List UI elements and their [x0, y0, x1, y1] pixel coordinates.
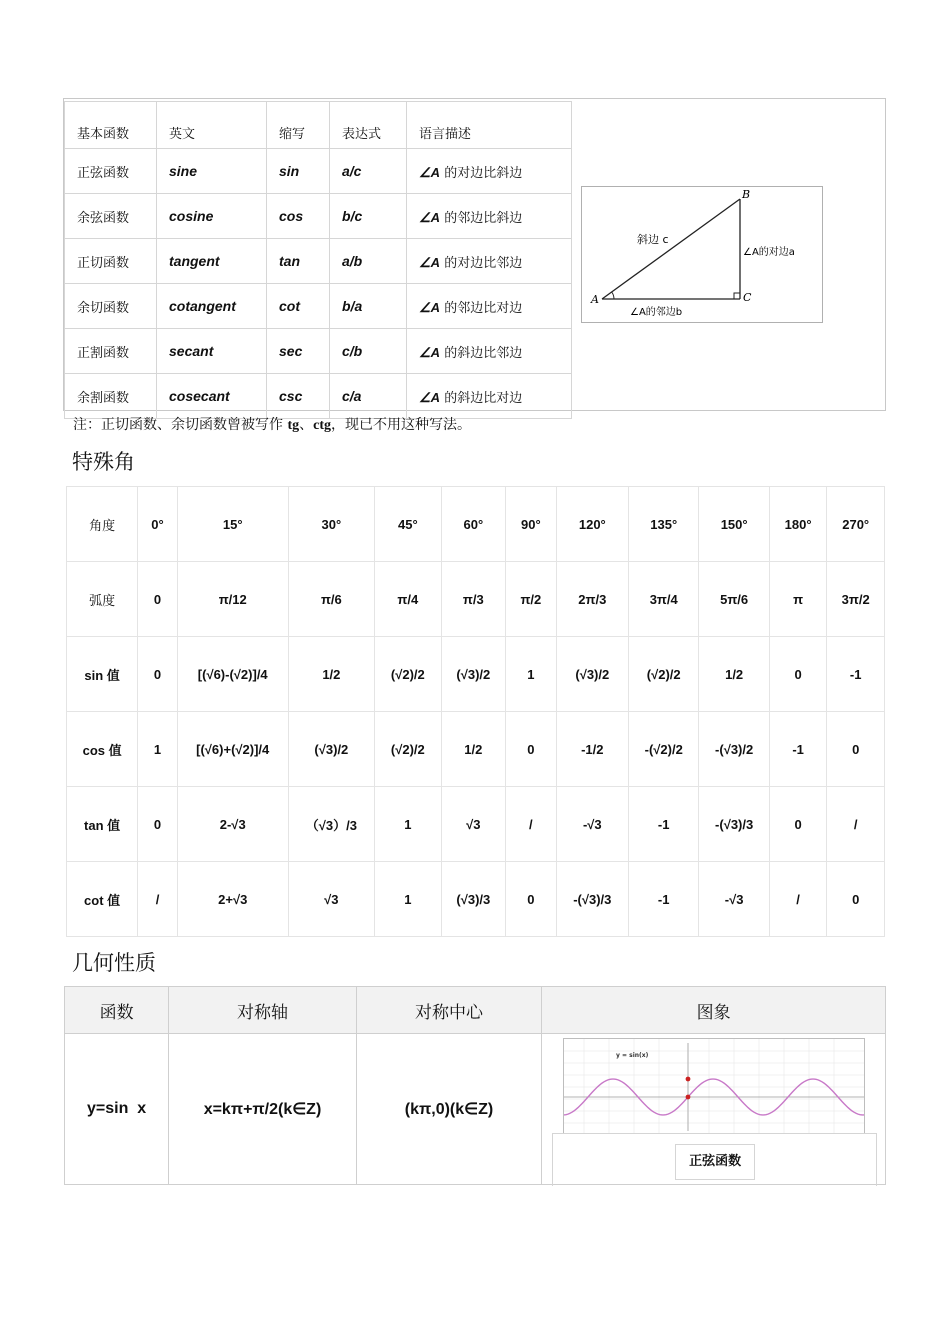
hypotenuse-line: [602, 199, 740, 299]
header-cell: 英文: [157, 102, 267, 149]
note-suffix: ，现已不用这种写法。: [331, 417, 472, 433]
value-cell: （√3）/3: [288, 787, 374, 862]
note-sep: 、: [299, 417, 314, 433]
value-cell: /: [138, 862, 178, 937]
english-name: cotangent: [157, 284, 267, 329]
angle-cell: 45°: [375, 487, 441, 562]
table-row: [67, 862, 885, 937]
value-cell: 0: [506, 712, 557, 787]
abbreviation: sin: [267, 149, 330, 194]
value-cell: [(√6)+(√2)]/4: [177, 712, 288, 787]
angle-symbol: ∠A: [419, 389, 441, 405]
opposite-label: ∠A的对边a: [743, 247, 795, 258]
english-name: secant: [157, 329, 267, 374]
value-cell: π/2: [506, 562, 557, 637]
angle-symbol: ∠A: [419, 299, 441, 315]
abbreviation: cos: [267, 194, 330, 239]
value-cell: 5π/6: [699, 562, 769, 637]
header-cell: 语言描述: [407, 102, 572, 149]
value-cell: 2-√3: [177, 787, 288, 862]
value-cell: (√2)/2: [375, 637, 441, 712]
table-header-row: [65, 102, 572, 149]
value-cell: 0: [138, 787, 178, 862]
description-text: 的对边比斜边: [444, 165, 523, 181]
table-row: [67, 637, 885, 712]
note-tg: tg: [287, 418, 300, 433]
table-row: [67, 787, 885, 862]
value-cell: -√3: [699, 862, 769, 937]
row-label: tan 值: [67, 787, 138, 862]
table-row: [65, 194, 572, 239]
function-name: 正割函数: [65, 329, 157, 374]
sine-graph-svg: [564, 1039, 864, 1133]
angle-cell: 150°: [699, 487, 769, 562]
value-cell: 2+√3: [177, 862, 288, 937]
description-text: 的邻边比对边: [444, 300, 523, 316]
value-cell: √3: [288, 862, 374, 937]
table-row: [65, 329, 572, 374]
graph-point: [686, 1077, 691, 1082]
value-cell: -(√2)/2: [629, 712, 699, 787]
table-row: [65, 374, 572, 419]
section-heading-geometric-properties: 几何性质: [72, 951, 156, 975]
description: [407, 329, 572, 374]
row-label: sin 值: [67, 637, 138, 712]
value-cell: -(√3)/3: [699, 787, 769, 862]
right-angle-mark: [734, 293, 740, 299]
abbreviation: tan: [267, 239, 330, 284]
value-cell: -1: [769, 712, 827, 787]
value-cell: 1: [375, 862, 441, 937]
value-cell: -√3: [556, 787, 628, 862]
table-row: [65, 239, 572, 284]
graph-point: [686, 1095, 691, 1100]
vertex-label-a: A: [591, 293, 599, 306]
value-cell: (√3)/2: [441, 637, 506, 712]
description-text: 的斜边比对边: [444, 390, 523, 406]
header-cell: 基本函数: [65, 102, 157, 149]
vertex-label-c: C: [743, 291, 752, 304]
function-name: 余切函数: [65, 284, 157, 329]
vertex-label-b: B: [742, 188, 751, 201]
value-cell: 0: [138, 562, 178, 637]
row-label: cos 值: [67, 712, 138, 787]
value-cell: 1/2: [288, 637, 374, 712]
expression: a/b: [330, 239, 407, 284]
value-cell: π/12: [177, 562, 288, 637]
description: [407, 239, 572, 284]
value-cell: (√3)/2: [556, 637, 628, 712]
angle-cell: 135°: [629, 487, 699, 562]
value-cell: 1/2: [699, 637, 769, 712]
trig-function-table: [64, 101, 572, 419]
triangle-svg: [582, 187, 822, 322]
value-cell: -(√3)/3: [556, 862, 628, 937]
value-cell: 0: [827, 862, 885, 937]
table-row: [67, 562, 885, 637]
header-cell: 对称中心: [356, 987, 541, 1034]
note-ctg: ctg: [313, 418, 332, 433]
grid: [564, 1039, 864, 1133]
row-label: 弧度: [67, 562, 138, 637]
symmetry-center-cell: (kπ,0)(k∈Z): [356, 1034, 541, 1185]
function-cell: y=sin x: [65, 1034, 169, 1185]
english-name: cosecant: [157, 374, 267, 419]
value-cell: /: [827, 787, 885, 862]
graph-title: y = sin(x): [616, 1052, 649, 1059]
value-cell: (√3)/2: [288, 712, 374, 787]
value-cell: √3: [441, 787, 506, 862]
description-text: 的邻边比斜边: [444, 210, 523, 226]
angle-cell: 0°: [138, 487, 178, 562]
angle-cell: 120°: [556, 487, 628, 562]
value-cell: 0: [769, 787, 827, 862]
value-cell: 1/2: [441, 712, 506, 787]
special-angles-table: [66, 486, 885, 937]
value-cell: [(√6)-(√2)]/4: [177, 637, 288, 712]
function-name: 余割函数: [65, 374, 157, 419]
description: [407, 374, 572, 419]
value-cell: 1: [138, 712, 178, 787]
value-cell: -1: [827, 637, 885, 712]
angle-header-row: [67, 487, 885, 562]
description: [407, 194, 572, 239]
expression: a/c: [330, 149, 407, 194]
english-name: sine: [157, 149, 267, 194]
angle-arc: [612, 292, 614, 299]
value-cell: 0: [138, 637, 178, 712]
header-cell: 缩写: [267, 102, 330, 149]
sine-graph-image: [563, 1038, 865, 1134]
value-cell: π/3: [441, 562, 506, 637]
function-table-panel: [63, 98, 886, 411]
value-cell: 1: [506, 637, 557, 712]
expression: b/a: [330, 284, 407, 329]
function-name: 正弦函数: [65, 149, 157, 194]
expression: c/b: [330, 329, 407, 374]
description: [407, 284, 572, 329]
value-cell: π/6: [288, 562, 374, 637]
graph-caption: 正弦函数: [675, 1144, 755, 1180]
value-cell: (√2)/2: [629, 637, 699, 712]
header-cell: 图象: [542, 987, 886, 1034]
abbreviation: sec: [267, 329, 330, 374]
header-cell: 对称轴: [169, 987, 357, 1034]
adjacent-label: ∠A的邻边b: [630, 307, 683, 318]
row-label: 角度: [67, 487, 138, 562]
angle-symbol: ∠A: [419, 344, 441, 360]
value-cell: -(√3)/2: [699, 712, 769, 787]
description-text: 的斜边比邻边: [444, 345, 523, 361]
header-cell: 表达式: [330, 102, 407, 149]
value-cell: π: [769, 562, 827, 637]
angle-symbol: ∠A: [419, 209, 441, 225]
right-triangle-diagram: [581, 186, 823, 323]
value-cell: 2π/3: [556, 562, 628, 637]
section-heading-special-angles: 特殊角: [72, 450, 135, 474]
english-name: tangent: [157, 239, 267, 284]
value-cell: 0: [769, 637, 827, 712]
table-row: [65, 149, 572, 194]
function-name: 余弦函数: [65, 194, 157, 239]
value-cell: /: [506, 787, 557, 862]
value-cell: -1: [629, 787, 699, 862]
value-cell: 3π/4: [629, 562, 699, 637]
angle-cell: 30°: [288, 487, 374, 562]
expression: c/a: [330, 374, 407, 419]
note-line: [73, 414, 471, 434]
value-cell: 0: [506, 862, 557, 937]
value-cell: 3π/2: [827, 562, 885, 637]
caption-box: [552, 1133, 877, 1186]
function-name: 正切函数: [65, 239, 157, 284]
angle-symbol: ∠A: [419, 164, 441, 180]
value-cell: 1: [375, 787, 441, 862]
row-label: cot 值: [67, 862, 138, 937]
value-cell: π/4: [375, 562, 441, 637]
symmetry-axis-cell: x=kπ+π/2(k∈Z): [169, 1034, 357, 1185]
graph-cell: [542, 1034, 886, 1185]
value-cell: /: [769, 862, 827, 937]
value-cell: -1: [629, 862, 699, 937]
table-row: [67, 712, 885, 787]
table-row: [65, 1034, 886, 1185]
value-cell: -1/2: [556, 712, 628, 787]
header-cell: 函数: [65, 987, 169, 1034]
angle-cell: 180°: [769, 487, 827, 562]
expression: b/c: [330, 194, 407, 239]
angle-cell: 90°: [506, 487, 557, 562]
table-header-row: [65, 987, 886, 1034]
english-name: cosine: [157, 194, 267, 239]
value-cell: (√3)/3: [441, 862, 506, 937]
hypotenuse-label: 斜边 c: [637, 233, 669, 246]
angle-cell: 270°: [827, 487, 885, 562]
value-cell: (√2)/2: [375, 712, 441, 787]
geometric-properties-table: [64, 986, 886, 1185]
abbreviation: csc: [267, 374, 330, 419]
description: [407, 149, 572, 194]
value-cell: 0: [827, 712, 885, 787]
table-row: [65, 284, 572, 329]
abbreviation: cot: [267, 284, 330, 329]
note-prefix: 注：正切函数、余切函数曾被写作: [73, 417, 288, 433]
angle-cell: 15°: [177, 487, 288, 562]
angle-symbol: ∠A: [419, 254, 441, 270]
description-text: 的对边比邻边: [444, 255, 523, 271]
angle-cell: 60°: [441, 487, 506, 562]
